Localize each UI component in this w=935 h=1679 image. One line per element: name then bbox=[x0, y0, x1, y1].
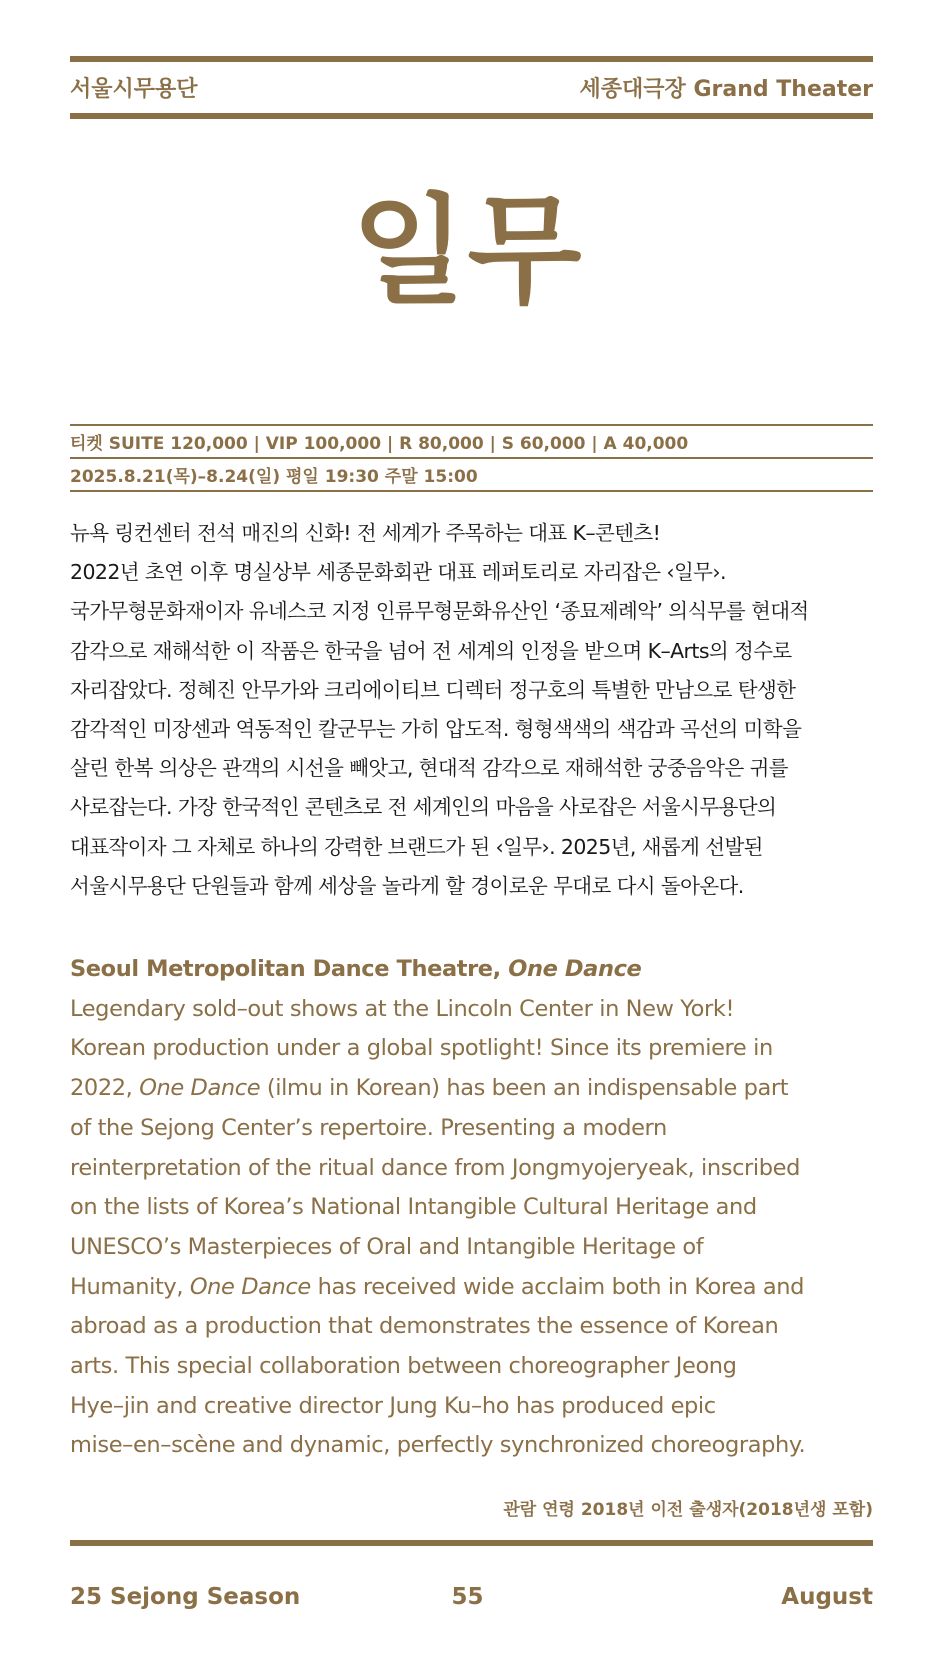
korean-line: 국가무형문화재이자 유네스코 지정 인류무형문화유산인 ‘종묘제례악’ 의식무를 현대적 bbox=[70, 599, 809, 624]
english-line: on the lists of Korea’s National Intangible Cultural Heritage and bbox=[70, 1194, 757, 1221]
english-heading-italic: One Dance bbox=[508, 956, 642, 982]
english-line: reinterpretation of the ritual dance from Jongmyojeryeak, inscribed bbox=[70, 1154, 800, 1181]
page-title: 일무 bbox=[351, 182, 584, 320]
korean-line: 2022년 초연 이후 명실상부 세종문화회관 대표 레퍼토리로 자리잡은 ‹일무›. bbox=[70, 560, 726, 585]
korean-line: 뉴욕 링컨센터 전석 매진의 신화! 전 세계가 주목하는 대표 K–콘텐츠! bbox=[70, 521, 661, 545]
korean-line: 사로잡는다. 가장 한국적인 콘텐츠로 전 세계인의 마음을 사로잡은 서울시무용단의 bbox=[70, 795, 777, 820]
korean-line: 서울시무용단 단원들과 함께 세상을 놀라게 할 경이로운 무대로 다시 돌아온다. bbox=[70, 873, 744, 898]
english-line: Legendary sold–out shows at the Lincoln Center in New York! bbox=[70, 995, 735, 1022]
info-top-rule bbox=[70, 424, 873, 426]
korean-line: 감각적인 미장센과 역동적인 칼군무는 가히 압도적. 형형색색의 색감과 곡선의 미학을 bbox=[70, 717, 802, 742]
english-line bbox=[70, 1268, 890, 1308]
ticket-prices: 티켓 SUITE 120,000 | VIP 100,000 | R 80,000 | S 60,000 | A 40,000 bbox=[70, 434, 689, 454]
korean-line: 살린 한복 의상은 관객의 시선을 빼앗고, 현대적 감각으로 재해석한 궁중음악은 귀를 bbox=[70, 756, 788, 781]
season-label: 25 Sejong Season bbox=[70, 1584, 301, 1610]
english-italic-title: One Dance bbox=[139, 1075, 261, 1102]
english-line: of the Sejong Center’s repertoire. Presenting a modern bbox=[70, 1114, 667, 1141]
organization-label: 서울시무용단 bbox=[70, 77, 198, 102]
english-text: Humanity, bbox=[70, 1273, 184, 1300]
english-line: arts. This special collaboration between choreographer Jeong bbox=[70, 1353, 737, 1380]
age-notice: 관람 연령 2018년 이전 출생자(2018년생 포함) bbox=[503, 1500, 873, 1520]
korean-description bbox=[70, 514, 880, 906]
english-line: Hye–jin and creative director Jung Ku–ho has produced epic bbox=[70, 1392, 716, 1419]
english-italic-title: One Dance bbox=[189, 1273, 311, 1300]
header-bottom-rule bbox=[70, 113, 873, 119]
english-text: has received wide acclaim both in Korea and bbox=[317, 1273, 804, 1300]
english-description bbox=[70, 950, 890, 1466]
page-number: 55 bbox=[451, 1584, 484, 1610]
english-heading-text: Seoul Metropolitan Dance Theatre, bbox=[70, 956, 501, 982]
english-text: (ilmu in Korean) has been an indispensable part bbox=[266, 1075, 789, 1102]
korean-line: 자리잡았다. 정혜진 안무가와 크리에이티브 디렉터 정구호의 특별한 만남으로 탄생한 bbox=[70, 677, 796, 702]
info-middle-rule bbox=[70, 457, 873, 459]
english-line: UNESCO’s Masterpieces of Oral and Intangible Heritage of bbox=[70, 1233, 704, 1260]
english-line: abroad as a production that demonstrates the essence of Korean bbox=[70, 1313, 779, 1340]
month-label: August bbox=[781, 1584, 873, 1610]
top-rule bbox=[70, 56, 873, 62]
korean-line: 감각으로 재해석한 이 작품은 한국을 넘어 전 세계의 인정을 받으며 K–Arts의 정수로 bbox=[70, 638, 792, 663]
english-line: mise–en–scène and dynamic, perfectly synchronized choreography. bbox=[70, 1432, 806, 1459]
english-line: Korean production under a global spotlight! Since its premiere in bbox=[70, 1035, 773, 1062]
footer-rule bbox=[70, 1540, 873, 1546]
venue-label: 세종대극장 Grand Theater bbox=[579, 77, 873, 102]
korean-line: 대표작이자 그 자체로 하나의 강력한 브랜드가 된 ‹일무›. 2025년, 새롭게 선발된 bbox=[70, 834, 763, 859]
english-heading bbox=[70, 950, 890, 990]
english-text: 2022, bbox=[70, 1075, 133, 1102]
performance-schedule: 2025.8.21(목)–8.24(일) 평일 19:30 주말 15:00 bbox=[70, 467, 478, 487]
info-bottom-rule bbox=[70, 490, 873, 492]
english-line bbox=[70, 1069, 890, 1109]
